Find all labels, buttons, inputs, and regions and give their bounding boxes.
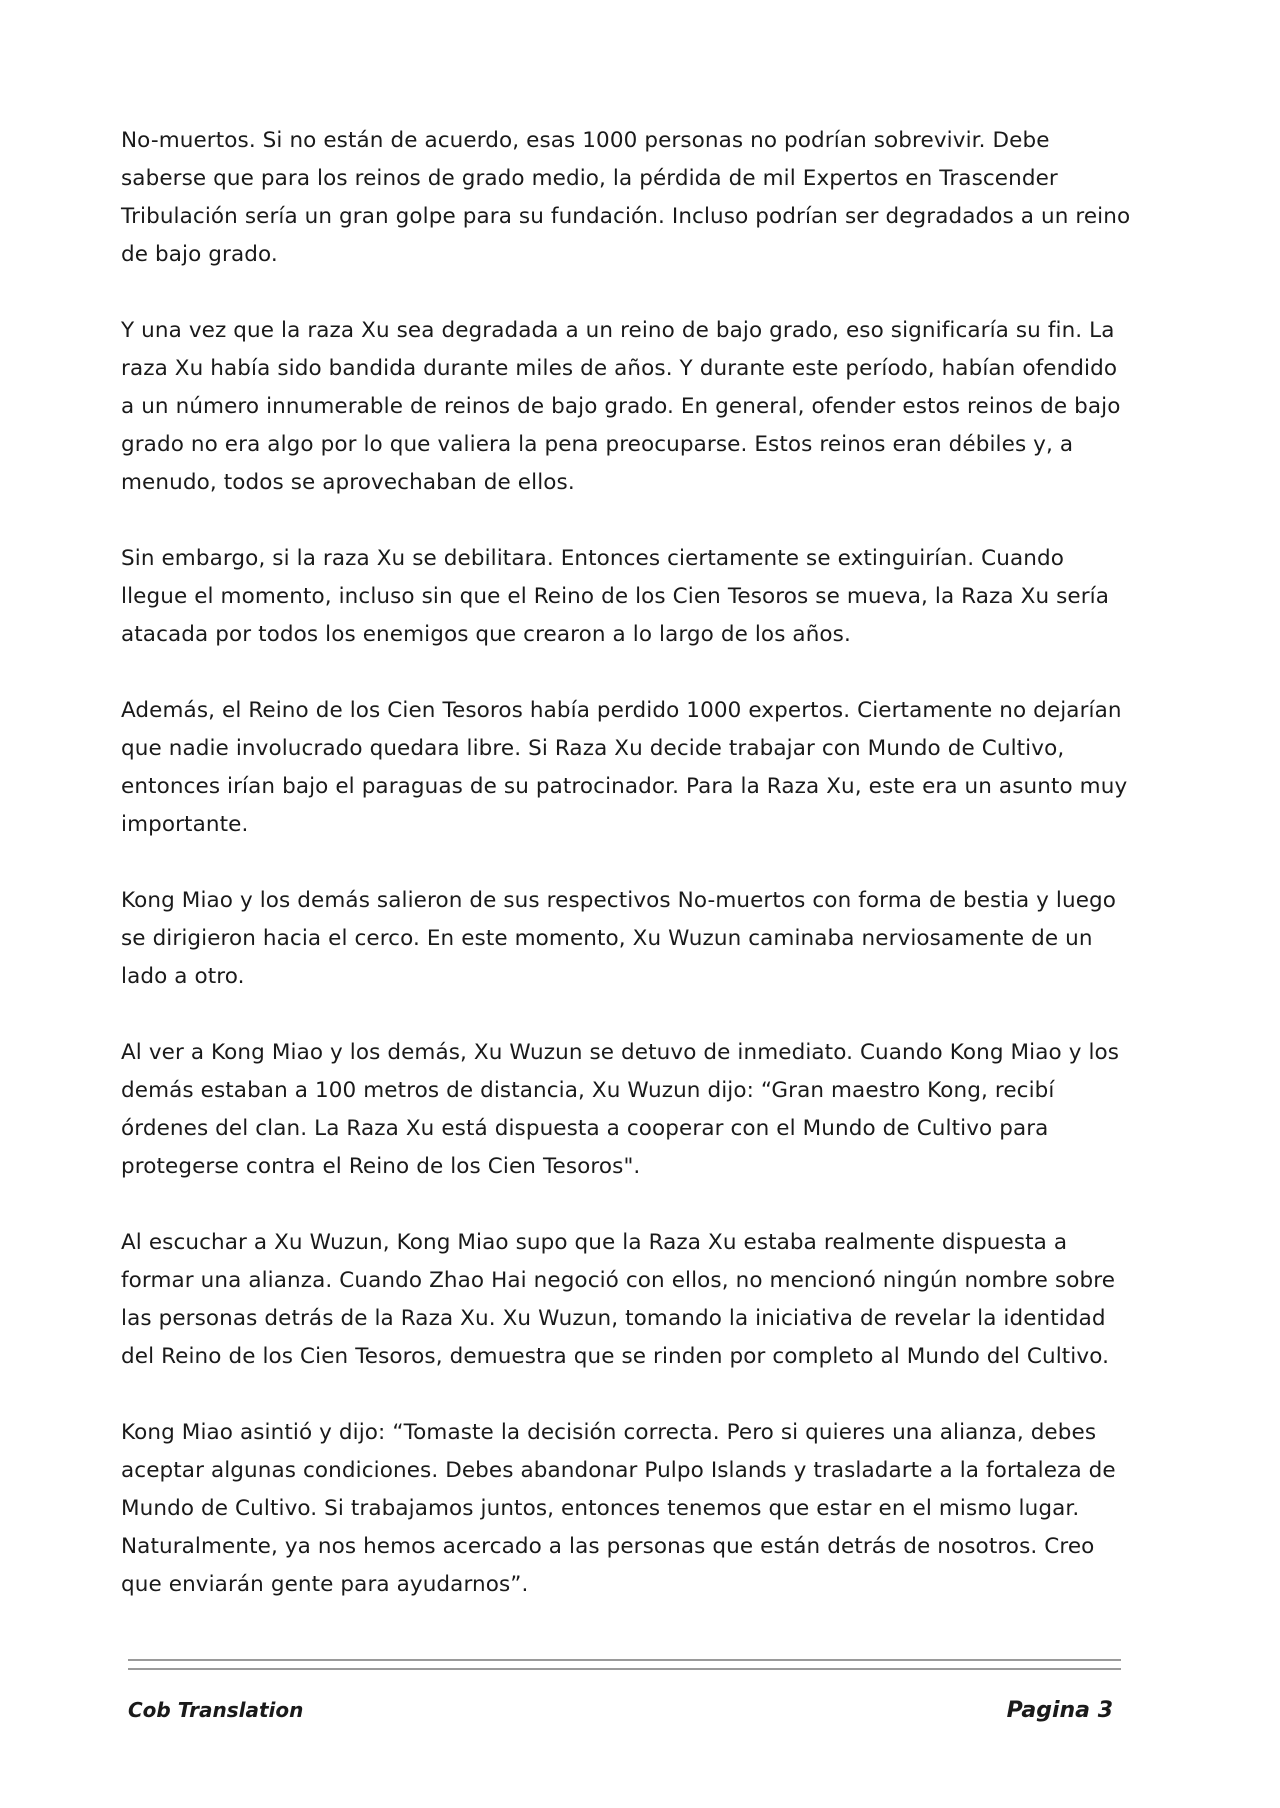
paragraph: No-muertos. Si no están de acuerdo, esas 1000 personas no podrían sobrevivir. Debe saberse que para los reinos de grado medio, la pérdida de mil Expertos en Trascender Tribulación sería un gran golpe para su fundación. Incluso podrían ser degradados a un reino de bajo grado. [121, 128, 1131, 267]
footer-publisher: Cob Translation [128, 1698, 304, 1722]
paragraph: Kong Miao asintió y dijo: “Tomaste la decisión correcta. Pero si quieres una alianza, debes aceptar algunas condiciones. Debes abandonar Pulpo Islands y trasladarte a la fortaleza de Mundo de Cultivo. Si trabajamos juntos, entonces tenemos que estar en el mismo lugar. Naturalmente, ya nos hemos acercado a las personas que están detrás de nosotros. Creo que enviarán gente para ayudarnos”. [121, 1420, 1116, 1597]
paragraph: Además, el Reino de los Cien Tesoros había perdido 1000 expertos. Ciertamente no dejarían que nadie involucrado quedara libre. Si Raza Xu decide trabajar con Mundo de Cultivo, entonces irían bajo el paraguas de su patrocinador. Para la Raza Xu, este era un asunto muy importante. [121, 698, 1128, 837]
paragraph: Kong Miao y los demás salieron de sus respectivos No-muertos con forma de bestia y luego se dirigieron hacia el cerco. En este momento, Xu Wuzun caminaba nerviosamente de un lado a otro. [121, 888, 1117, 989]
footer-page-number: Pagina 3 [1006, 1698, 1113, 1723]
footer-divider [128, 1659, 1121, 1661]
paragraph: Y una vez que la raza Xu sea degradada a un reino de bajo grado, eso significaría su fin. La raza Xu había sido bandida durante miles de años. Y durante este período, habían ofendido a un número innumerable de reinos de bajo grado. En general, ofender estos reinos de bajo grado no era algo por lo que valiera la pena preocuparse. Estos reinos eran débiles y, a menudo, todos se aprovechaban de ellos. [121, 318, 1121, 495]
body-text [121, 122, 1131, 1642]
footer-divider [128, 1668, 1121, 1670]
paragraph: Sin embargo, si la raza Xu se debilitara. Entonces ciertamente se extinguirían. Cuando llegue el momento, incluso sin que el Reino de los Cien Tesoros se mueva, la Raza Xu sería atacada por todos los enemigos que crearon a lo largo de los años. [121, 546, 1110, 647]
paragraph: Al ver a Kong Miao y los demás, Xu Wuzun se detuvo de inmediato. Cuando Kong Miao y los demás estaban a 100 metros de distancia, Xu Wuzun dijo: “Gran maestro Kong, recibí órdenes del clan. La Raza Xu está dispuesta a cooperar con el Mundo de Cultivo para protegerse contra el Reino de los Cien Tesoros". [121, 1040, 1120, 1179]
paragraph: Al escuchar a Xu Wuzun, Kong Miao supo que la Raza Xu estaba realmente dispuesta a formar una alianza. Cuando Zhao Hai negoció con ellos, no mencionó ningún nombre sobre las personas detrás de la Raza Xu. Xu Wuzun, tomando la iniciativa de revelar la identidad del Reino de los Cien Tesoros, demuestra que se rinden por completo al Mundo del Cultivo. [121, 1230, 1116, 1369]
